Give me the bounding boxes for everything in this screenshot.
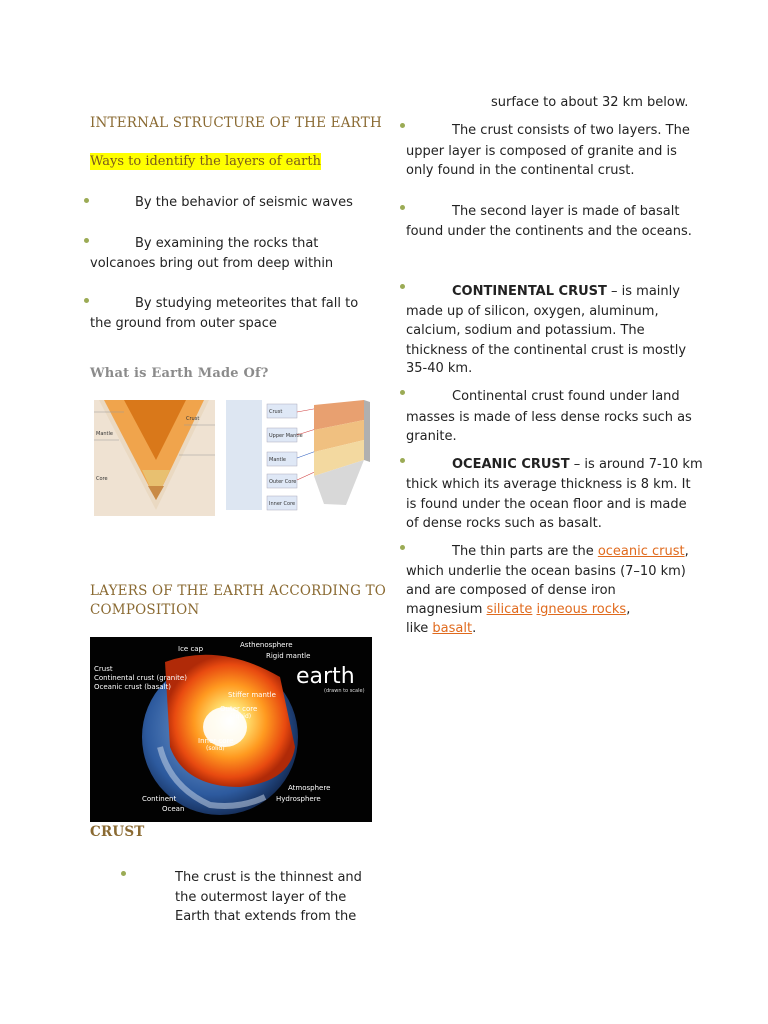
- p6-text: like: [406, 621, 433, 636]
- p5-line1-rest: – is around 7-10 km: [569, 457, 703, 472]
- crust-text-line3: Earth that extends from the: [175, 909, 357, 924]
- p3-line3: calcium, sodium and potassium. The: [406, 323, 645, 338]
- p6-text: The thin parts are the: [452, 544, 598, 559]
- p3-line2: made up of silicon, oxygen, aluminum,: [406, 304, 659, 319]
- figure1-label: Crust: [186, 416, 200, 422]
- earth-title: earth: [296, 664, 355, 689]
- figure1-label: Mantle: [96, 431, 113, 437]
- p1-line2: upper layer is composed of granite and is: [406, 144, 677, 159]
- p6-line5: [406, 619, 476, 639]
- bullet-dot: [400, 123, 405, 128]
- bullet-dot: [400, 545, 405, 550]
- basalt-link[interactable]: basalt: [432, 621, 473, 636]
- section-heading-made-of: What is Earth Made Of?: [90, 366, 269, 381]
- igneous-rocks-link[interactable]: igneous rocks: [536, 602, 627, 617]
- crust-text-line1: The crust is the thinnest and: [175, 870, 362, 885]
- p3-line1-rest: – is mainly: [606, 284, 680, 299]
- p3-line4: thickness of the continental crust is mostly: [406, 343, 687, 358]
- label-atmosphere: Atmosphere: [288, 784, 331, 792]
- p1-line1: The crust consists of two layers. The: [452, 123, 690, 138]
- label-asthenosphere: Asthenosphere: [240, 641, 293, 649]
- label-continent: Continent: [142, 795, 177, 803]
- p1-line3: only found in the continental crust.: [406, 163, 635, 178]
- subtitle-text: Ways to identify the layers of earth: [90, 154, 321, 169]
- figure2-label: Inner Core: [269, 501, 296, 507]
- section-heading-composition-2: COMPOSITION: [90, 602, 200, 618]
- p3-line1: [452, 282, 680, 302]
- bullet-meteorites-line1: By studying meteorites that fall to: [135, 296, 359, 311]
- label-oceanic: Oceanic crust (basalt): [94, 683, 172, 691]
- label-crust: Crust: [94, 665, 113, 673]
- p6-line4: [406, 600, 630, 620]
- p4-line2: masses is made of less dense rocks such as: [406, 410, 692, 425]
- label-outer-core-state: (liquid): [230, 713, 252, 720]
- bullet-dot: [84, 198, 89, 203]
- earth-cutaway-image: [90, 637, 372, 822]
- p5-line2: thick which its average thickness is 8 km. It: [406, 477, 691, 492]
- bullet-dot: [400, 390, 405, 395]
- p5-line4: of dense rocks such as basalt.: [406, 516, 602, 531]
- section-heading-composition-1: LAYERS OF THE EARTH ACCORDING TO: [90, 583, 387, 599]
- figure2-label: Upper Mantle: [269, 433, 303, 439]
- bullet-dot: [84, 298, 89, 303]
- p6-line3: and are composed of dense iron: [406, 583, 616, 598]
- earth-layers-block-diagram: [224, 400, 374, 520]
- oceanic-crust-link[interactable]: oceanic crust: [597, 544, 685, 559]
- p6-line2: which underlie the ocean basins (7–10 km): [406, 564, 686, 579]
- earth-wedge-diagram: [94, 400, 215, 516]
- bullet-meteorites-line2: the ground from outer space: [90, 316, 277, 331]
- bullet-seismic: By the behavior of seismic waves: [135, 195, 353, 210]
- label-outer-core: Outer core: [220, 705, 258, 713]
- figure1-label: Core: [96, 476, 108, 482]
- bullet-dot: [121, 871, 126, 876]
- label-ocean: Ocean: [162, 805, 185, 813]
- subtitle-highlighted: [90, 150, 321, 169]
- p6-period: .: [472, 621, 477, 636]
- bullet-rocks-line1: By examining the rocks that: [135, 236, 319, 251]
- label-hydrosphere: Hydrosphere: [276, 795, 321, 803]
- label-inner-core-state: (solid): [206, 745, 225, 752]
- bullet-dot: [400, 205, 405, 210]
- continental-crust-term: CONTINENTAL CRUST: [452, 284, 607, 299]
- bullet-dot: [400, 458, 405, 463]
- crust-heading: CRUST: [90, 824, 145, 840]
- bullet-dot: [400, 284, 405, 289]
- p4-line1: Continental crust found under land: [452, 389, 680, 404]
- p3-line5: 35-40 km.: [406, 361, 473, 376]
- p6-comma: ,: [684, 544, 689, 559]
- p2-line2: found under the continents and the oceans.: [406, 224, 692, 239]
- p6-line1: [452, 542, 689, 562]
- crust-text-line2: the outermost layer of the: [175, 890, 347, 905]
- p6-text: magnesium: [406, 602, 487, 617]
- figure2-label: Outer Core: [269, 479, 297, 485]
- bullet-dot: [84, 238, 89, 243]
- p2-line1: The second layer is made of basalt: [452, 204, 680, 219]
- label-continental: Continental crust (granite): [94, 674, 187, 682]
- p4-line3: granite.: [406, 429, 457, 444]
- label-stiffer-mantle: Stiffer mantle: [228, 691, 276, 699]
- label-rigid-mantle: Rigid mantle: [266, 652, 311, 660]
- earth-subtitle: (drawn to scale): [324, 688, 365, 694]
- p5-line1: [452, 455, 703, 475]
- figure2-label: Crust: [269, 409, 283, 415]
- figure2-label: Mantle: [269, 457, 286, 463]
- p6-comma: ,: [626, 602, 631, 617]
- continuation-text: surface to about 32 km below.: [491, 95, 689, 110]
- silicate-link[interactable]: silicate: [486, 602, 533, 617]
- page-title: INTERNAL STRUCTURE OF THE EARTH: [90, 115, 382, 131]
- label-inner-core: Inner core: [198, 737, 234, 745]
- label-ice-cap: Ice cap: [178, 645, 204, 653]
- bullet-rocks-line2: volcanoes bring out from deep within: [90, 256, 334, 271]
- oceanic-crust-term: OCEANIC CRUST: [452, 457, 570, 472]
- p5-line3: is found under the ocean floor and is made: [406, 497, 687, 512]
